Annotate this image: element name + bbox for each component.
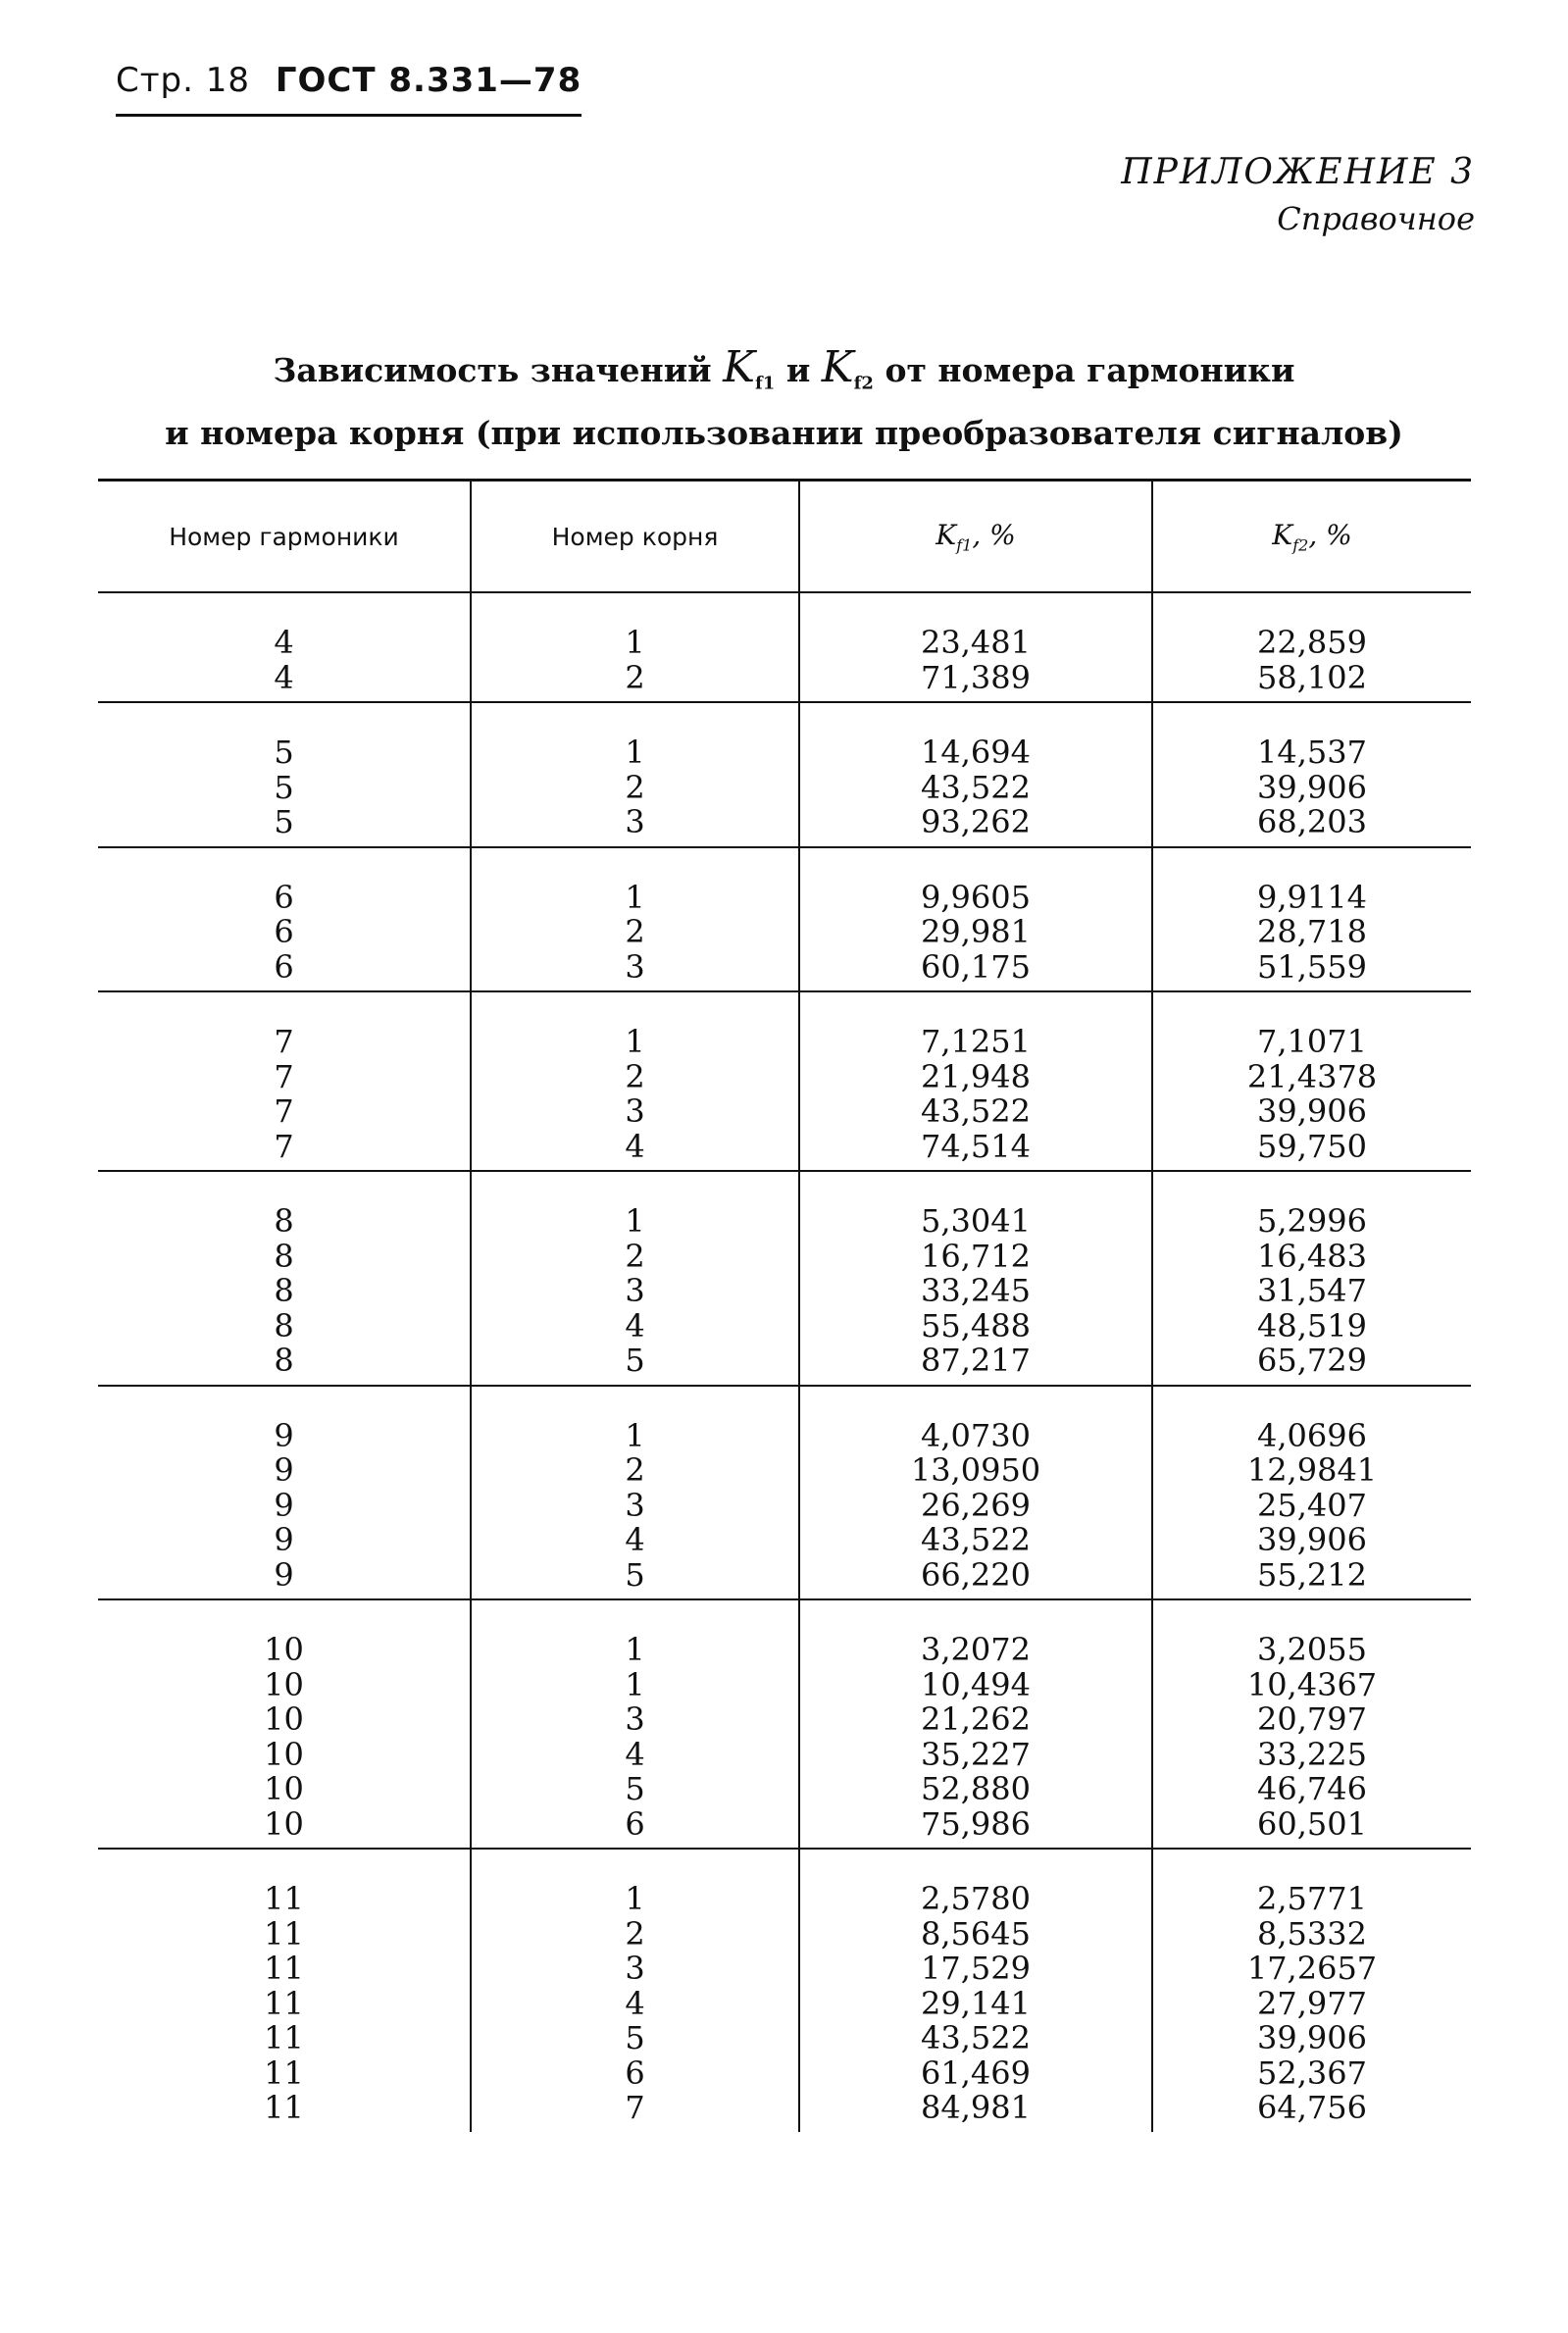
kf2-value: 59,750 [1257, 1127, 1367, 1165]
cell-root [471, 1849, 799, 2132]
kf2-value: 39,906 [1257, 1521, 1367, 1558]
kf1-value: 35,227 [921, 1735, 1031, 1773]
kf1-value: 23,481 [921, 624, 1031, 661]
kf2-value: 27,977 [1257, 1984, 1367, 2022]
kf2-value: 16,483 [1257, 1237, 1367, 1275]
cell-root [471, 1171, 799, 1386]
kf1-value: 43,522 [921, 2019, 1031, 2056]
cell-kf2 [1152, 847, 1471, 992]
page-number: Стр. 18 [116, 61, 251, 100]
harmonic-value: 6 [274, 947, 294, 986]
root-value: 3 [625, 1700, 645, 1738]
root-value: 4 [625, 1735, 645, 1773]
kf2-value: 22,859 [1257, 624, 1367, 661]
cell-kf2 [1152, 592, 1471, 702]
harmonic-value: 11 [264, 2089, 304, 2126]
cell-kf1 [799, 592, 1152, 702]
kf1-value: 26,269 [921, 1486, 1031, 1524]
cell-harmonic [98, 1171, 471, 1386]
cell-kf1 [799, 1386, 1152, 1600]
kf2-value: 20,797 [1257, 1700, 1367, 1738]
harmonic-value: 9 [274, 1486, 294, 1524]
harmonic-value: 11 [264, 1880, 304, 1917]
harmonic-value: 10 [264, 1631, 304, 1668]
table-group-8 [98, 1171, 1471, 1386]
kf1-value: 16,712 [921, 1237, 1031, 1275]
kf1-value: 43,522 [921, 1092, 1031, 1130]
root-value: 3 [625, 1486, 645, 1524]
harmonic-value: 7 [274, 1127, 294, 1165]
cell-kf1 [799, 1849, 1152, 2132]
kf1-value: 7,1251 [921, 1023, 1031, 1060]
harmonic-value: 10 [264, 1770, 304, 1807]
root-value: 1 [625, 1665, 645, 1703]
kf2-value: 3,2055 [1257, 1631, 1367, 1668]
cell-root [471, 1386, 799, 1600]
kf1-value: 33,245 [921, 1272, 1031, 1309]
header-kf2: $K_{f2}$, % [1152, 481, 1471, 593]
kf2-value: 65,729 [1257, 1342, 1367, 1379]
root-value: 1 [625, 1880, 645, 1917]
harmonic-value: 8 [274, 1306, 294, 1344]
kf1-value: 10,494 [921, 1665, 1031, 1703]
kf2-value: 39,906 [1257, 1092, 1367, 1130]
root-value: 4 [625, 1984, 645, 2022]
kf1-value: 5,3041 [921, 1202, 1031, 1240]
harmonic-value: 9 [274, 1451, 294, 1489]
table-header-row [98, 481, 1471, 593]
table-group-4 [98, 592, 1471, 702]
kf1-value: 43,522 [921, 1521, 1031, 1558]
kf2-value: 2,5771 [1257, 1880, 1367, 1917]
root-value: 2 [625, 1057, 645, 1095]
root-value: 2 [625, 1451, 645, 1489]
cell-root [471, 1599, 799, 1849]
kf2-value: 39,906 [1257, 2019, 1367, 2056]
root-value: 5 [625, 1770, 645, 1807]
root-value: 6 [625, 1804, 645, 1843]
root-value: 1 [625, 1023, 645, 1060]
cell-harmonic [98, 1386, 471, 1600]
data-table [98, 479, 1471, 2132]
table-group-11 [98, 1849, 1471, 2132]
kf2-value: 14,537 [1257, 734, 1367, 771]
kf1-value: 75,986 [921, 1804, 1031, 1843]
harmonic-value: 5 [274, 734, 294, 771]
cell-harmonic [98, 592, 471, 702]
table-body [98, 592, 1471, 2132]
header-root: Номер корня [471, 481, 799, 593]
root-value: 5 [625, 1555, 645, 1594]
kf2-value: 9,9114 [1257, 878, 1367, 916]
cell-kf2 [1152, 1171, 1471, 1386]
root-value: 1 [625, 624, 645, 661]
header-kf1: $K_{f1}$, % [799, 481, 1152, 593]
kf2-value: 10,4367 [1246, 1665, 1378, 1703]
harmonic-value: 7 [274, 1023, 294, 1060]
kf2-value: 60,501 [1257, 1804, 1367, 1843]
kf1-value: 17,529 [921, 1950, 1031, 1987]
harmonic-value: 8 [274, 1342, 294, 1379]
cell-kf2 [1152, 1849, 1471, 2132]
kf1-value: 87,217 [921, 1342, 1031, 1379]
kf1-value: 93,262 [921, 803, 1031, 840]
cell-harmonic [98, 702, 471, 847]
table-group-7 [98, 991, 1471, 1171]
root-value: 1 [625, 734, 645, 771]
root-value: 3 [625, 947, 645, 986]
kf1-value: 71,389 [921, 658, 1031, 696]
table-group-5 [98, 702, 1471, 847]
root-value: 1 [625, 1416, 645, 1454]
harmonic-value: 8 [274, 1272, 294, 1309]
kf1-value: 8,5645 [921, 1914, 1031, 1953]
cell-harmonic [98, 1599, 471, 1849]
root-value: 4 [625, 1306, 645, 1344]
harmonic-value: 11 [264, 1914, 304, 1953]
kf2-value: 31,547 [1257, 1272, 1367, 1309]
kf2-value: 64,756 [1257, 2089, 1367, 2126]
kf1-value: 2,5780 [921, 1880, 1031, 1917]
kf2-value: 46,746 [1257, 1770, 1367, 1807]
table-title [0, 343, 1568, 458]
cell-kf2 [1152, 1599, 1471, 1849]
cell-harmonic [98, 991, 471, 1171]
kf1-value: 74,514 [921, 1127, 1031, 1165]
kf1-value: 60,175 [921, 947, 1031, 986]
table-group-6 [98, 847, 1471, 992]
cell-kf1 [799, 1599, 1152, 1849]
header-harmonic: Номер гармоники [98, 481, 471, 593]
root-value: 1 [625, 878, 645, 916]
cell-kf2 [1152, 991, 1471, 1171]
kf1-value: 29,141 [921, 1984, 1031, 2022]
kf2-value: 7,1071 [1257, 1023, 1367, 1060]
kf2-value: 48,519 [1257, 1306, 1367, 1344]
kf1-value: 9,9605 [921, 878, 1031, 916]
kf1-value: 84,981 [921, 2089, 1031, 2126]
kf1-value: 13,0950 [910, 1451, 1041, 1489]
kf1-value: 52,880 [921, 1770, 1031, 1807]
harmonic-value: 11 [264, 2054, 304, 2092]
table-title-line-2: и номера корня (при использовании преобразователя сигналов) [165, 413, 1403, 452]
harmonic-value: 6 [274, 913, 294, 950]
kf1-value: 43,522 [921, 768, 1031, 806]
cell-root [471, 847, 799, 992]
harmonic-value: 8 [274, 1237, 294, 1275]
kf1-value: 55,488 [921, 1306, 1031, 1344]
harmonic-value: 9 [274, 1416, 294, 1454]
cell-kf1 [799, 991, 1152, 1171]
table-group-10 [98, 1599, 1471, 1849]
harmonic-value: 9 [274, 1555, 294, 1594]
kf1-value: 14,694 [921, 734, 1031, 771]
root-value: 5 [625, 2019, 645, 2056]
kf2-value: 52,367 [1257, 2054, 1367, 2092]
harmonic-value: 5 [274, 803, 294, 840]
kf2-value: 39,906 [1257, 768, 1367, 806]
root-value: 2 [625, 658, 645, 696]
harmonic-value: 10 [264, 1735, 304, 1773]
cell-kf2 [1152, 702, 1471, 847]
cell-kf1 [799, 1171, 1152, 1386]
kf2-value: 58,102 [1257, 658, 1367, 696]
table-group-9 [98, 1386, 1471, 1600]
root-value: 7 [625, 2089, 645, 2126]
kf2-value: 12,9841 [1246, 1451, 1378, 1489]
cell-kf1 [799, 847, 1152, 992]
root-value: 3 [625, 1950, 645, 1987]
harmonic-value: 10 [264, 1700, 304, 1738]
cell-root [471, 991, 799, 1171]
harmonic-value: 4 [274, 658, 294, 696]
kf1-value: 3,2072 [921, 1631, 1031, 1668]
harmonic-value: 10 [264, 1804, 304, 1843]
kf1-value: 21,948 [921, 1057, 1031, 1095]
harmonic-value: 11 [264, 1950, 304, 1987]
kf2-value: 68,203 [1257, 803, 1367, 840]
cell-root [471, 592, 799, 702]
harmonic-value: 5 [274, 768, 294, 806]
harmonic-value: 7 [274, 1057, 294, 1095]
cell-harmonic [98, 847, 471, 992]
root-value: 6 [625, 2054, 645, 2092]
kf2-value: 4,0696 [1257, 1416, 1367, 1454]
root-value: 5 [625, 1342, 645, 1379]
kf1-value: 4,0730 [921, 1416, 1031, 1454]
root-value: 3 [625, 1272, 645, 1309]
kf2-value: 51,559 [1257, 947, 1367, 986]
harmonic-value: 10 [264, 1665, 304, 1703]
root-value: 1 [625, 1631, 645, 1668]
kf2-value: 25,407 [1257, 1486, 1367, 1524]
kf2-value: 55,212 [1257, 1555, 1367, 1594]
root-value: 3 [625, 803, 645, 840]
kf2-value: 17,2657 [1246, 1950, 1378, 1987]
harmonic-value: 7 [274, 1092, 294, 1130]
cell-kf2 [1152, 1386, 1471, 1600]
harmonic-value: 11 [264, 2019, 304, 2056]
kf1-value: 66,220 [921, 1555, 1031, 1594]
appendix-title: ПРИЛОЖЕНИЕ 3 [1121, 152, 1475, 192]
harmonic-value: 6 [274, 878, 294, 916]
harmonic-value: 9 [274, 1521, 294, 1558]
harmonic-value: 4 [274, 624, 294, 661]
cell-harmonic [98, 1849, 471, 2132]
root-value: 1 [625, 1202, 645, 1240]
standard-number: ГОСТ 8.331—78 [275, 61, 582, 100]
root-value: 4 [625, 1127, 645, 1165]
root-value: 2 [625, 1914, 645, 1953]
harmonic-value: 8 [274, 1202, 294, 1240]
kf1-value: 29,981 [921, 913, 1031, 950]
root-value: 3 [625, 1092, 645, 1130]
root-value: 2 [625, 913, 645, 950]
cell-kf1 [799, 702, 1152, 847]
kf2-value: 21,4378 [1246, 1057, 1378, 1095]
table-title-line-1: Зависимость значений $K_{f1}$ и $K_{f2}$ от номера гармоники [273, 342, 1295, 394]
page-header [116, 61, 582, 117]
root-value: 2 [625, 1237, 645, 1275]
kf2-value: 28,718 [1257, 913, 1367, 950]
harmonic-value: 11 [264, 1984, 304, 2022]
kf1-value: 21,262 [921, 1700, 1031, 1738]
kf1-value: 61,469 [921, 2054, 1031, 2092]
root-value: 2 [625, 768, 645, 806]
kf2-value: 8,5332 [1257, 1914, 1367, 1953]
root-value: 4 [625, 1521, 645, 1558]
kf2-value: 5,2996 [1257, 1202, 1367, 1240]
appendix-label [1121, 152, 1475, 237]
cell-root [471, 702, 799, 847]
appendix-subtitle: Справочное [1277, 200, 1475, 237]
kf2-value: 33,225 [1257, 1735, 1367, 1773]
